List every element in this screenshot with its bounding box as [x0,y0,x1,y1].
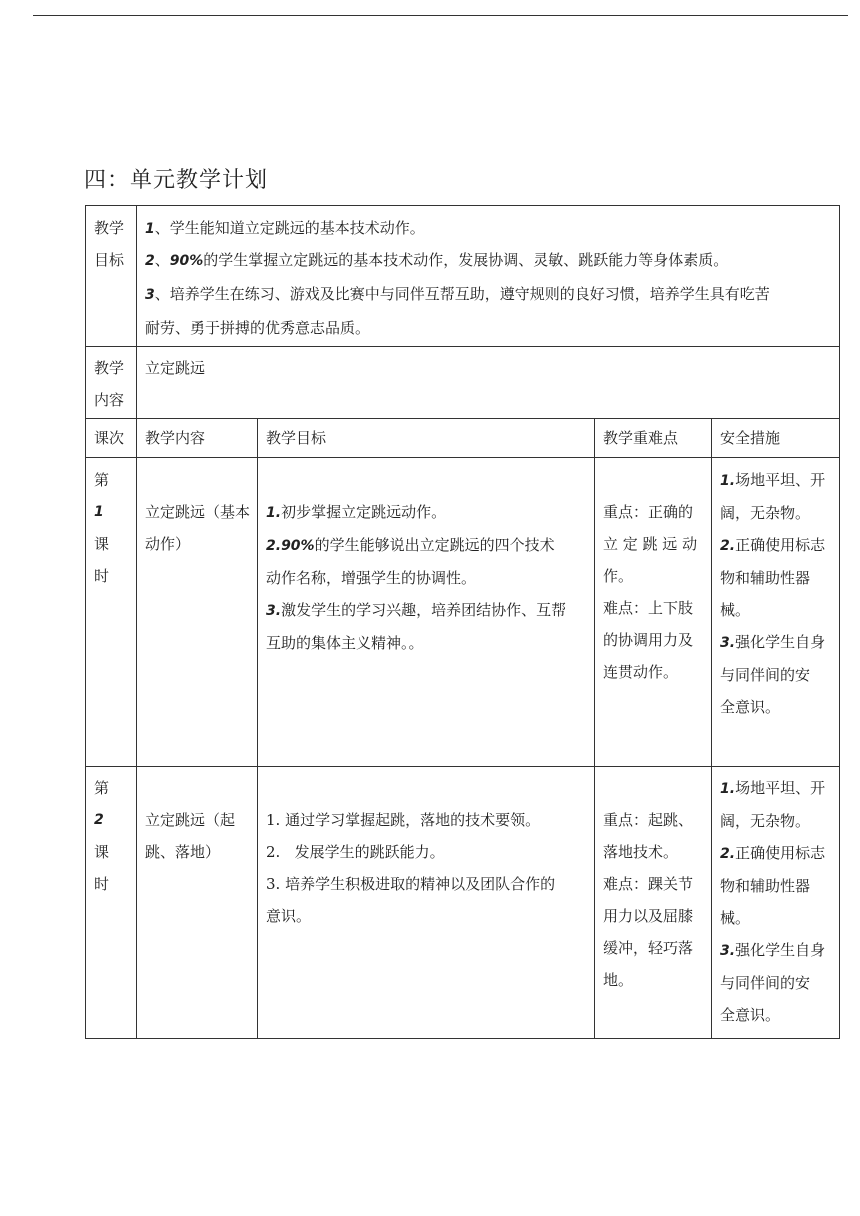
column-divider [594,418,595,1038]
lesson-2-content: 立定跳远（起 跳、落地） [145,811,236,861]
content-value: 立定跳远 [145,359,206,377]
row-divider [86,457,839,458]
goal-item-3-cont: 耐劳、勇于拼搏的优秀意志品质。 [145,319,371,337]
goals-label: 教学 目标 [94,219,125,269]
lesson-1-safety: 1.场地平坦、开 阔，无杂物。 2.正确使用标志 物和辅助性器 械。 3.强化学生自身 与同伴间的安 全意识。 [720,471,826,716]
row-divider [86,766,839,767]
lesson-1-difficulty: 重点：正确的 立 定 跳 远 动 作。 难点：上下肢 的协调用力及 连贯动作。 [603,503,698,681]
header-session: 课次 [94,429,125,447]
header-content: 教学内容 [145,429,206,447]
row-divider [86,346,839,347]
lesson-1-content: 立定跳远（基本 动作） [145,503,251,553]
lesson-2-safety: 1.场地平坦、开 阔，无杂物。 2.正确使用标志 物和辅助性器 械。 3.强化学生自身 与同伴间的安 全意识。 [720,779,826,1024]
unit-plan-table [85,205,840,1039]
section-heading: 四：单元教学计划 [84,168,269,193]
lesson-2-goals: 1. 通过学习掌握起跳，落地的技术要领。 2. 发展学生的跳跃能力。 3. 培养学生积极进取的精神以及团队合作的 意识。 [266,811,556,925]
lesson-1-goals: 1.初步掌握立定跳远动作。 2.90%的学生能够说出立定跳远的四个技术 动作名称，增强学生的协调性。 3.激发学生的学习兴趣，培养团结协作、互帮 互助的集体主义精神。。 [266,503,567,652]
column-divider [136,206,137,1038]
goal-item-2: 2、90%的学生掌握立定跳远的基本技术动作，发展协调、灵敏、跳跃能力等身体素质。 [145,251,729,269]
header-goals: 教学目标 [266,429,327,447]
lesson-1-session: 第 1 课 时 [94,471,110,585]
column-divider [711,418,712,1038]
content-label: 教学 内容 [94,359,125,409]
header-difficulty: 教学重难点 [603,429,679,447]
header-rule [33,15,848,16]
lesson-2-difficulty: 重点：起跳、 落地技术。 难点：踝关节 用力以及屈膝 缓冲，轻巧落 地。 [603,811,694,989]
row-divider [86,418,839,419]
goal-item-3: 3、培养学生在练习、游戏及比赛中与同伴互帮互助，遵守规则的良好习惯，培养学生具有吃苦 [145,285,770,303]
goal-item-1: 1、学生能知道立定跳远的基本技术动作。 [145,219,425,237]
column-divider [257,418,258,1038]
lesson-2-session: 第 2 课 时 [94,779,110,893]
header-safety: 安全措施 [720,429,781,447]
